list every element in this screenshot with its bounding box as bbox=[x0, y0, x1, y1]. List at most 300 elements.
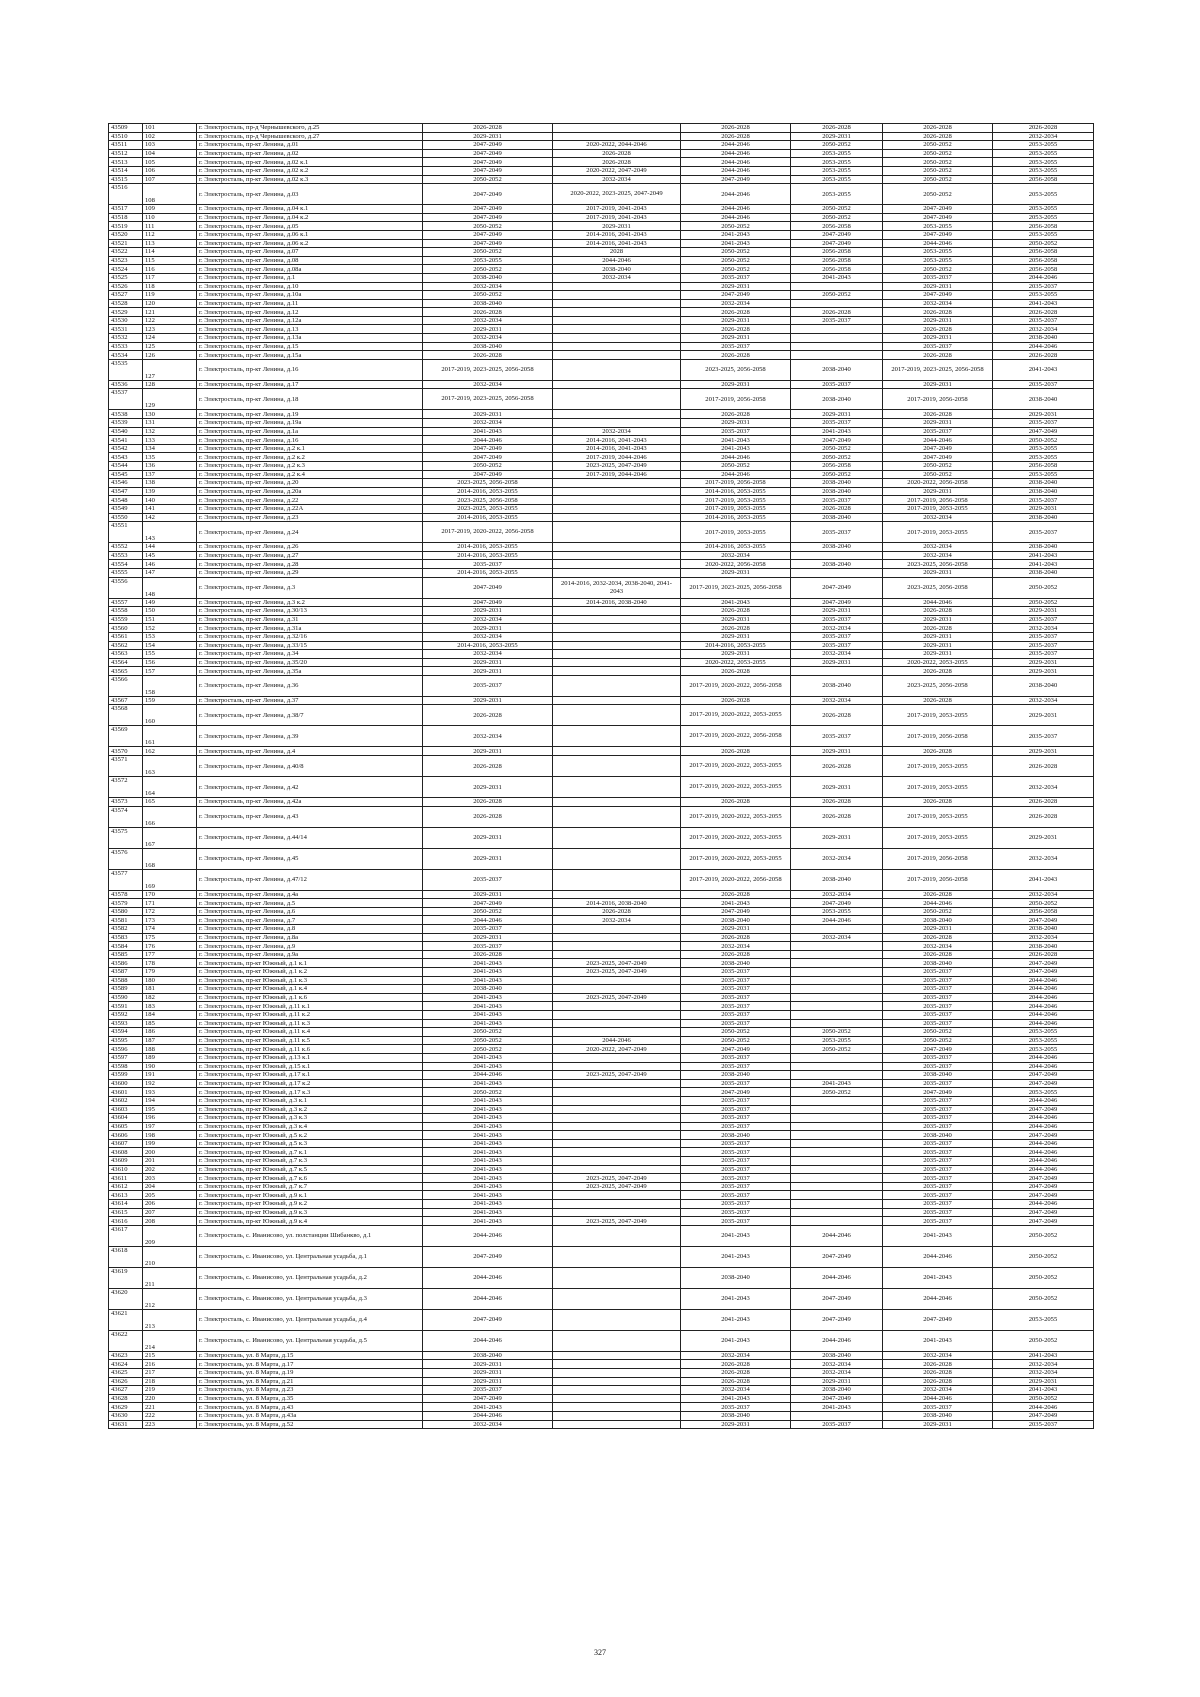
address-cell: г. Электросталь, пр-кт Ленина, д.2 к.1 bbox=[197, 444, 423, 453]
period-cell-1: 2044-2046 bbox=[423, 1288, 553, 1309]
period-cell-3: 2035-2037 bbox=[681, 1200, 791, 1209]
address-cell: г. Электросталь, пр-кт Южный, д.17 к.3 bbox=[197, 1088, 423, 1097]
record-id-cell: 43622 bbox=[109, 1330, 143, 1351]
address-cell: г. Электросталь, пр-кт Ленина, д.20а bbox=[197, 487, 423, 496]
period-cell-3: 2026-2028 bbox=[681, 1377, 791, 1386]
period-cell-5: 2047-2049 bbox=[883, 291, 993, 300]
table-row bbox=[109, 1394, 1094, 1403]
table-row bbox=[109, 869, 1094, 890]
address-cell: г. Электросталь, пр-кт Южный, д.17 к.2 bbox=[197, 1079, 423, 1088]
period-cell-1: 2035-2037 bbox=[423, 925, 553, 934]
address-cell: г. Электросталь, пр-кт Ленина, д.06 к.1 bbox=[197, 230, 423, 239]
record-id-cell: 43512 bbox=[109, 149, 143, 158]
period-cell-2 bbox=[553, 351, 681, 360]
period-cell-3: 2041-2043 bbox=[681, 1288, 791, 1309]
address-cell: г. Электросталь, пр-кт Южный, д.11 к.5 bbox=[197, 1036, 423, 1045]
period-cell-5: 2026-2028 bbox=[883, 351, 993, 360]
table-row bbox=[109, 1351, 1094, 1360]
period-cell-3: 2029-2031 bbox=[681, 282, 791, 291]
period-cell-5: 2038-2040 bbox=[883, 1131, 993, 1140]
period-cell-3: 2026-2028 bbox=[681, 624, 791, 633]
period-cell-4: 2053-2055 bbox=[791, 175, 883, 184]
table-row bbox=[109, 380, 1094, 389]
address-cell: г. Электросталь, пр-кт Ленина, д.27 bbox=[197, 551, 423, 560]
table-row bbox=[109, 453, 1094, 462]
record-id-cell: 43546 bbox=[109, 479, 143, 488]
period-cell-5: 2032-2034 bbox=[883, 1351, 993, 1360]
address-cell: г. Электросталь, пр-кт Южный, д.7 к.1 bbox=[197, 1148, 423, 1157]
address-cell: г. Электросталь, пр-кт Южный, д.9 к.1 bbox=[197, 1191, 423, 1200]
period-cell-3: 2050-2052 bbox=[681, 222, 791, 231]
address-cell: г. Электросталь, пр-кт Ленина, д.16 bbox=[197, 436, 423, 445]
period-cell-1: 2029-2031 bbox=[423, 132, 553, 141]
row-number-cell: 122 bbox=[143, 316, 197, 325]
period-cell-5: 2035-2037 bbox=[883, 976, 993, 985]
row-number-cell: 144 bbox=[143, 543, 197, 552]
record-id-cell: 43529 bbox=[109, 308, 143, 317]
period-cell-6: 2050-2052 bbox=[993, 1288, 1094, 1309]
period-cell-3: 2026-2028 bbox=[681, 890, 791, 899]
period-cell-4: 2038-2040 bbox=[791, 543, 883, 552]
row-number-cell: 166 bbox=[143, 806, 197, 827]
row-number-cell: 210 bbox=[143, 1246, 197, 1267]
row-number-cell: 138 bbox=[143, 479, 197, 488]
period-cell-4: 2026-2028 bbox=[791, 705, 883, 726]
period-cell-4 bbox=[791, 942, 883, 951]
period-cell-4 bbox=[791, 1122, 883, 1131]
period-cell-6: 2056-2058 bbox=[993, 248, 1094, 257]
address-cell: г. Электросталь, пр-кт Ленина, д.42а bbox=[197, 798, 423, 807]
row-number-cell: 190 bbox=[143, 1062, 197, 1071]
period-cell-4 bbox=[791, 1139, 883, 1148]
table-row bbox=[109, 351, 1094, 360]
period-cell-1: 2026-2028 bbox=[423, 950, 553, 959]
record-id-cell: 43606 bbox=[109, 1131, 143, 1140]
table-row bbox=[109, 1148, 1094, 1157]
address-cell: г. Электросталь, пр-кт Южный, д.7 к.5 bbox=[197, 1165, 423, 1174]
row-number-cell: 156 bbox=[143, 658, 197, 667]
table-row bbox=[109, 1182, 1094, 1191]
row-number-cell: 183 bbox=[143, 1002, 197, 1011]
period-cell-2: 2023-2025, 2047-2049 bbox=[553, 1071, 681, 1080]
record-id-cell: 43591 bbox=[109, 1002, 143, 1011]
address-cell: г. Электросталь, с. Иванисово, ул. Центральная усадьба, д.4 bbox=[197, 1309, 423, 1330]
period-cell-1: 2044-2046 bbox=[423, 916, 553, 925]
row-number-cell: 113 bbox=[143, 239, 197, 248]
period-cell-6: 2044-2046 bbox=[993, 1010, 1094, 1019]
address-cell: г. Электросталь, пр-кт Ленина, д.02 к.2 bbox=[197, 166, 423, 175]
table-row bbox=[109, 1411, 1094, 1420]
row-number-cell: 145 bbox=[143, 551, 197, 560]
row-number-cell: 114 bbox=[143, 248, 197, 257]
row-number-cell: 118 bbox=[143, 282, 197, 291]
period-cell-3: 2035-2037 bbox=[681, 993, 791, 1002]
period-cell-3: 2026-2028 bbox=[681, 132, 791, 141]
period-cell-4: 2029-2031 bbox=[791, 132, 883, 141]
period-cell-4 bbox=[791, 1062, 883, 1071]
record-id-cell: 43520 bbox=[109, 230, 143, 239]
period-cell-4: 2038-2040 bbox=[791, 479, 883, 488]
period-cell-4: 2038-2040 bbox=[791, 869, 883, 890]
period-cell-3: 2029-2031 bbox=[681, 615, 791, 624]
record-id-cell: 43615 bbox=[109, 1208, 143, 1217]
period-cell-6: 2026-2028 bbox=[993, 950, 1094, 959]
period-cell-3: 2044-2046 bbox=[681, 141, 791, 150]
period-cell-6: 2056-2058 bbox=[993, 256, 1094, 265]
record-id-cell: 43535 bbox=[109, 359, 143, 380]
address-cell: г. Электросталь, пр-кт Ленина, д.32/16 bbox=[197, 632, 423, 641]
period-cell-6: 2035-2037 bbox=[993, 632, 1094, 641]
address-cell: г. Электросталь, пр-кт Ленина, д.45 bbox=[197, 848, 423, 869]
period-cell-5: 2035-2037 bbox=[883, 1200, 993, 1209]
period-cell-4: 2056-2058 bbox=[791, 248, 883, 257]
period-cell-2 bbox=[553, 389, 681, 410]
period-cell-2 bbox=[553, 1403, 681, 1412]
record-id-cell: 43533 bbox=[109, 342, 143, 351]
address-cell: г. Электросталь, пр-кт Ленина, д.35а bbox=[197, 667, 423, 676]
period-cell-3: 2014-2016, 2053-2055 bbox=[681, 641, 791, 650]
table-row bbox=[109, 899, 1094, 908]
period-cell-5: 2035-2037 bbox=[883, 1010, 993, 1019]
table-row bbox=[109, 256, 1094, 265]
period-cell-4: 2053-2055 bbox=[791, 158, 883, 167]
record-id-cell: 43581 bbox=[109, 916, 143, 925]
period-cell-1: 2047-2049 bbox=[423, 1309, 553, 1330]
table-row bbox=[109, 1225, 1094, 1246]
period-cell-5: 2038-2040 bbox=[883, 959, 993, 968]
period-cell-2 bbox=[553, 615, 681, 624]
row-number-cell: 179 bbox=[143, 968, 197, 977]
period-cell-4 bbox=[791, 1010, 883, 1019]
period-cell-5: 2050-2052 bbox=[883, 141, 993, 150]
record-id-cell: 43630 bbox=[109, 1411, 143, 1420]
table-row bbox=[109, 1360, 1094, 1369]
record-id-cell: 43569 bbox=[109, 726, 143, 747]
period-cell-1: 2047-2049 bbox=[423, 149, 553, 158]
period-cell-5: 2047-2049 bbox=[883, 444, 993, 453]
table-row bbox=[109, 325, 1094, 334]
period-cell-1: 2044-2046 bbox=[423, 1225, 553, 1246]
record-id-cell: 43579 bbox=[109, 899, 143, 908]
record-id-cell: 43592 bbox=[109, 1010, 143, 1019]
row-number-cell: 106 bbox=[143, 166, 197, 175]
record-id-cell: 43598 bbox=[109, 1062, 143, 1071]
period-cell-5: 2035-2037 bbox=[883, 1208, 993, 1217]
address-cell: г. Электросталь, пр-кт Ленина, д.18 bbox=[197, 389, 423, 410]
period-cell-5: 2044-2046 bbox=[883, 1288, 993, 1309]
period-cell-1: 2047-2049 bbox=[423, 1394, 553, 1403]
period-cell-4: 2038-2040 bbox=[791, 675, 883, 696]
address-cell: г. Электросталь, пр-кт Ленина, д.2 к.4 bbox=[197, 470, 423, 479]
record-id-cell: 43537 bbox=[109, 389, 143, 410]
period-cell-2: 2032-2034 bbox=[553, 273, 681, 282]
period-cell-5: 2017-2019, 2056-2058 bbox=[883, 496, 993, 505]
period-cell-1: 2041-2043 bbox=[423, 1182, 553, 1191]
row-number-cell: 125 bbox=[143, 342, 197, 351]
period-cell-4: 2044-2046 bbox=[791, 916, 883, 925]
table-row bbox=[109, 607, 1094, 616]
period-cell-2: 2023-2025, 2047-2049 bbox=[553, 1217, 681, 1226]
period-cell-4 bbox=[791, 1148, 883, 1157]
capital-repair-schedule-table bbox=[108, 123, 1094, 1429]
period-cell-2: 2020-2022, 2023-2025, 2047-2049 bbox=[553, 184, 681, 205]
period-cell-2: 2023-2025, 2047-2049 bbox=[553, 993, 681, 1002]
row-number-cell: 205 bbox=[143, 1191, 197, 1200]
period-cell-3: 2041-2043 bbox=[681, 230, 791, 239]
period-cell-3: 2041-2043 bbox=[681, 899, 791, 908]
period-cell-1: 2041-2043 bbox=[423, 1096, 553, 1105]
period-cell-1: 2029-2031 bbox=[423, 696, 553, 705]
period-cell-5: 2035-2037 bbox=[883, 273, 993, 282]
address-cell: г. Электросталь, ул. 8 Марта, д.35 bbox=[197, 1394, 423, 1403]
period-cell-2: 2014-2016, 2038-2040 bbox=[553, 899, 681, 908]
record-id-cell: 43588 bbox=[109, 976, 143, 985]
period-cell-3: 2035-2037 bbox=[681, 1182, 791, 1191]
period-cell-4 bbox=[791, 299, 883, 308]
period-cell-3: 2029-2031 bbox=[681, 650, 791, 659]
table-row bbox=[109, 410, 1094, 419]
row-number-cell: 206 bbox=[143, 1200, 197, 1209]
record-id-cell: 43577 bbox=[109, 869, 143, 890]
record-id-cell: 43556 bbox=[109, 577, 143, 598]
record-id-cell: 43580 bbox=[109, 907, 143, 916]
table-row bbox=[109, 316, 1094, 325]
record-id-cell: 43584 bbox=[109, 942, 143, 951]
record-id-cell: 43605 bbox=[109, 1122, 143, 1131]
period-cell-3: 2017-2019, 2020-2022, 2053-2055 bbox=[681, 705, 791, 726]
period-cell-1: 2041-2043 bbox=[423, 1403, 553, 1412]
period-cell-2 bbox=[553, 705, 681, 726]
period-cell-3: 2017-2019, 2020-2022, 2053-2055 bbox=[681, 756, 791, 777]
period-cell-6: 2038-2040 bbox=[993, 334, 1094, 343]
period-cell-1: 2032-2034 bbox=[423, 615, 553, 624]
record-id-cell: 43515 bbox=[109, 175, 143, 184]
period-cell-3: 2044-2046 bbox=[681, 453, 791, 462]
period-cell-6: 2032-2034 bbox=[993, 624, 1094, 633]
period-cell-4: 2026-2028 bbox=[791, 806, 883, 827]
period-cell-1: 2047-2049 bbox=[423, 577, 553, 598]
row-number-cell: 101 bbox=[143, 124, 197, 133]
table-row bbox=[109, 1114, 1094, 1123]
period-cell-1: 2041-2043 bbox=[423, 1062, 553, 1071]
record-id-cell: 43604 bbox=[109, 1114, 143, 1123]
period-cell-1: 2029-2031 bbox=[423, 827, 553, 848]
table-row bbox=[109, 487, 1094, 496]
address-cell: г. Электросталь, пр-кт Ленина, д.24 bbox=[197, 522, 423, 543]
period-cell-3: 2047-2049 bbox=[681, 1045, 791, 1054]
period-cell-6: 2044-2046 bbox=[993, 1157, 1094, 1166]
period-cell-1: 2041-2043 bbox=[423, 1122, 553, 1131]
address-cell: г. Электросталь, пр-кт Ленина, д.31а bbox=[197, 624, 423, 633]
period-cell-6: 2035-2037 bbox=[993, 282, 1094, 291]
period-cell-3: 2044-2046 bbox=[681, 149, 791, 158]
period-cell-6: 2035-2037 bbox=[993, 496, 1094, 505]
period-cell-4: 2044-2046 bbox=[791, 1267, 883, 1288]
period-cell-1: 2014-2016, 2053-2055 bbox=[423, 513, 553, 522]
address-cell: г. Электросталь, ул. 8 Марта, д.19 bbox=[197, 1369, 423, 1378]
table-row bbox=[109, 1208, 1094, 1217]
period-cell-2: 2017-2019, 2041-2043 bbox=[553, 205, 681, 214]
address-cell: г. Электросталь, пр-кт Южный, д.7 к.3 bbox=[197, 1157, 423, 1166]
table-row bbox=[109, 916, 1094, 925]
row-number-cell: 159 bbox=[143, 696, 197, 705]
row-number-cell: 149 bbox=[143, 598, 197, 607]
period-cell-1: 2023-2025, 2056-2058 bbox=[423, 479, 553, 488]
address-cell: г. Электросталь, пр-кт Ленина, д.33/15 bbox=[197, 641, 423, 650]
address-cell: г. Электросталь, пр-кт Южный, д.11 к.1 bbox=[197, 1002, 423, 1011]
record-id-cell: 43572 bbox=[109, 777, 143, 798]
period-cell-3: 2035-2037 bbox=[681, 1114, 791, 1123]
table-row bbox=[109, 848, 1094, 869]
table-row bbox=[109, 389, 1094, 410]
row-number-cell: 147 bbox=[143, 568, 197, 577]
table-row bbox=[109, 950, 1094, 959]
period-cell-5: 2029-2031 bbox=[883, 334, 993, 343]
address-cell: г. Электросталь, с. Иванисово, ул. Центральная усадьба, д.2 bbox=[197, 1267, 423, 1288]
period-cell-2: 2023-2025, 2047-2049 bbox=[553, 959, 681, 968]
table-row bbox=[109, 705, 1094, 726]
period-cell-5: 2026-2028 bbox=[883, 747, 993, 756]
period-cell-6: 2050-2052 bbox=[993, 1246, 1094, 1267]
period-cell-2 bbox=[553, 641, 681, 650]
period-cell-3: 2029-2031 bbox=[681, 632, 791, 641]
period-cell-6: 2053-2055 bbox=[993, 470, 1094, 479]
period-cell-1: 2041-2043 bbox=[423, 976, 553, 985]
period-cell-1: 2029-2031 bbox=[423, 1360, 553, 1369]
period-cell-6: 2053-2055 bbox=[993, 444, 1094, 453]
address-cell: г. Электросталь, ул. 8 Марта, д.43а bbox=[197, 1411, 423, 1420]
period-cell-2 bbox=[553, 933, 681, 942]
period-cell-6: 2053-2055 bbox=[993, 230, 1094, 239]
period-cell-4: 2035-2037 bbox=[791, 419, 883, 428]
address-cell: г. Электросталь, пр-кт Ленина, д.07 bbox=[197, 248, 423, 257]
row-number-cell: 220 bbox=[143, 1394, 197, 1403]
row-number-cell: 181 bbox=[143, 985, 197, 994]
period-cell-1: 2041-2043 bbox=[423, 1131, 553, 1140]
period-cell-1: 2041-2043 bbox=[423, 968, 553, 977]
record-id-cell: 43613 bbox=[109, 1191, 143, 1200]
period-cell-5: 2029-2031 bbox=[883, 380, 993, 389]
period-cell-6: 2035-2037 bbox=[993, 522, 1094, 543]
period-cell-4: 2029-2031 bbox=[791, 410, 883, 419]
period-cell-6: 2047-2049 bbox=[993, 916, 1094, 925]
period-cell-2: 2017-2019, 2044-2046 bbox=[553, 470, 681, 479]
period-cell-5: 2038-2040 bbox=[883, 916, 993, 925]
period-cell-3: 2026-2028 bbox=[681, 1360, 791, 1369]
table-row bbox=[109, 462, 1094, 471]
address-cell: г. Электросталь, ул. 8 Марта, д.17 bbox=[197, 1360, 423, 1369]
period-cell-3: 2032-2034 bbox=[681, 1351, 791, 1360]
address-cell: г. Электросталь, пр-кт Южный, д.11 к.6 bbox=[197, 1045, 423, 1054]
period-cell-4: 2050-2052 bbox=[791, 205, 883, 214]
row-number-cell: 215 bbox=[143, 1351, 197, 1360]
table-row bbox=[109, 479, 1094, 488]
table-row bbox=[109, 726, 1094, 747]
address-cell: г. Электросталь, пр-кт Южный, д.9 к.2 bbox=[197, 1200, 423, 1209]
period-cell-6: 2041-2043 bbox=[993, 560, 1094, 569]
table-row bbox=[109, 496, 1094, 505]
period-cell-2 bbox=[553, 1157, 681, 1166]
period-cell-2 bbox=[553, 925, 681, 934]
address-cell: г. Электросталь, пр-кт Ленина, д.08 bbox=[197, 256, 423, 265]
record-id-cell: 43522 bbox=[109, 248, 143, 257]
period-cell-1: 2026-2028 bbox=[423, 756, 553, 777]
period-cell-6: 2053-2055 bbox=[993, 291, 1094, 300]
record-id-cell: 43541 bbox=[109, 436, 143, 445]
period-cell-1: 2014-2016, 2053-2055 bbox=[423, 543, 553, 552]
period-cell-3: 2038-2040 bbox=[681, 1131, 791, 1140]
period-cell-4: 2050-2052 bbox=[791, 453, 883, 462]
record-id-cell: 43564 bbox=[109, 658, 143, 667]
record-id-cell: 43602 bbox=[109, 1096, 143, 1105]
period-cell-4: 2032-2034 bbox=[791, 1360, 883, 1369]
period-cell-1: 2032-2034 bbox=[423, 650, 553, 659]
table-row bbox=[109, 777, 1094, 798]
record-id-cell: 43549 bbox=[109, 504, 143, 513]
period-cell-5: 2029-2031 bbox=[883, 650, 993, 659]
period-cell-5: 2017-2019, 2056-2058 bbox=[883, 869, 993, 890]
table-row bbox=[109, 1217, 1094, 1226]
period-cell-1: 2014-2016, 2053-2055 bbox=[423, 568, 553, 577]
period-cell-4: 2050-2052 bbox=[791, 470, 883, 479]
period-cell-4 bbox=[791, 342, 883, 351]
period-cell-5: 2035-2037 bbox=[883, 342, 993, 351]
period-cell-3: 2020-2022, 2053-2055 bbox=[681, 658, 791, 667]
row-number-cell: 131 bbox=[143, 419, 197, 428]
row-number-cell: 103 bbox=[143, 141, 197, 150]
period-cell-3: 2026-2028 bbox=[681, 950, 791, 959]
table-row bbox=[109, 675, 1094, 696]
period-cell-1: 2026-2028 bbox=[423, 798, 553, 807]
period-cell-6: 2029-2031 bbox=[993, 705, 1094, 726]
row-number-cell: 175 bbox=[143, 933, 197, 942]
period-cell-3: 2035-2037 bbox=[681, 1165, 791, 1174]
address-cell: г. Электросталь, пр-кт Ленина, д.29 bbox=[197, 568, 423, 577]
address-cell: г. Электросталь, пр-кт Ленина, д.26 bbox=[197, 543, 423, 552]
period-cell-1: 2014-2016, 2053-2055 bbox=[423, 487, 553, 496]
period-cell-1: 2029-2031 bbox=[423, 848, 553, 869]
address-cell: г. Электросталь, пр-кт Южный, д.5 к.3 bbox=[197, 1139, 423, 1148]
period-cell-5: 2029-2031 bbox=[883, 316, 993, 325]
record-id-cell: 43517 bbox=[109, 205, 143, 214]
record-id-cell: 43618 bbox=[109, 1246, 143, 1267]
record-id-cell: 43575 bbox=[109, 827, 143, 848]
table-row bbox=[109, 1079, 1094, 1088]
period-cell-6: 2038-2040 bbox=[993, 479, 1094, 488]
period-cell-1: 2053-2055 bbox=[423, 256, 553, 265]
period-cell-2 bbox=[553, 869, 681, 890]
row-number-cell: 134 bbox=[143, 444, 197, 453]
period-cell-2 bbox=[553, 624, 681, 633]
period-cell-3: 2035-2037 bbox=[681, 1053, 791, 1062]
period-cell-1: 2026-2028 bbox=[423, 351, 553, 360]
period-cell-6: 2053-2055 bbox=[993, 149, 1094, 158]
period-cell-3: 2044-2046 bbox=[681, 470, 791, 479]
period-cell-5: 2017-2019, 2053-2055 bbox=[883, 806, 993, 827]
period-cell-4 bbox=[791, 1114, 883, 1123]
table-row bbox=[109, 149, 1094, 158]
period-cell-2 bbox=[553, 1053, 681, 1062]
period-cell-6: 2050-2052 bbox=[993, 1267, 1094, 1288]
address-cell: г. Электросталь, пр-кт Южный, д.7 к.7 bbox=[197, 1182, 423, 1191]
period-cell-4: 2032-2034 bbox=[791, 696, 883, 705]
period-cell-2: 2023-2025, 2047-2049 bbox=[553, 1182, 681, 1191]
period-cell-5: 2026-2028 bbox=[883, 410, 993, 419]
table-row bbox=[109, 444, 1094, 453]
period-cell-3: 2035-2037 bbox=[681, 1105, 791, 1114]
address-cell: г. Электросталь, пр-кт Ленина, д.03 bbox=[197, 184, 423, 205]
period-cell-4: 2032-2034 bbox=[791, 624, 883, 633]
